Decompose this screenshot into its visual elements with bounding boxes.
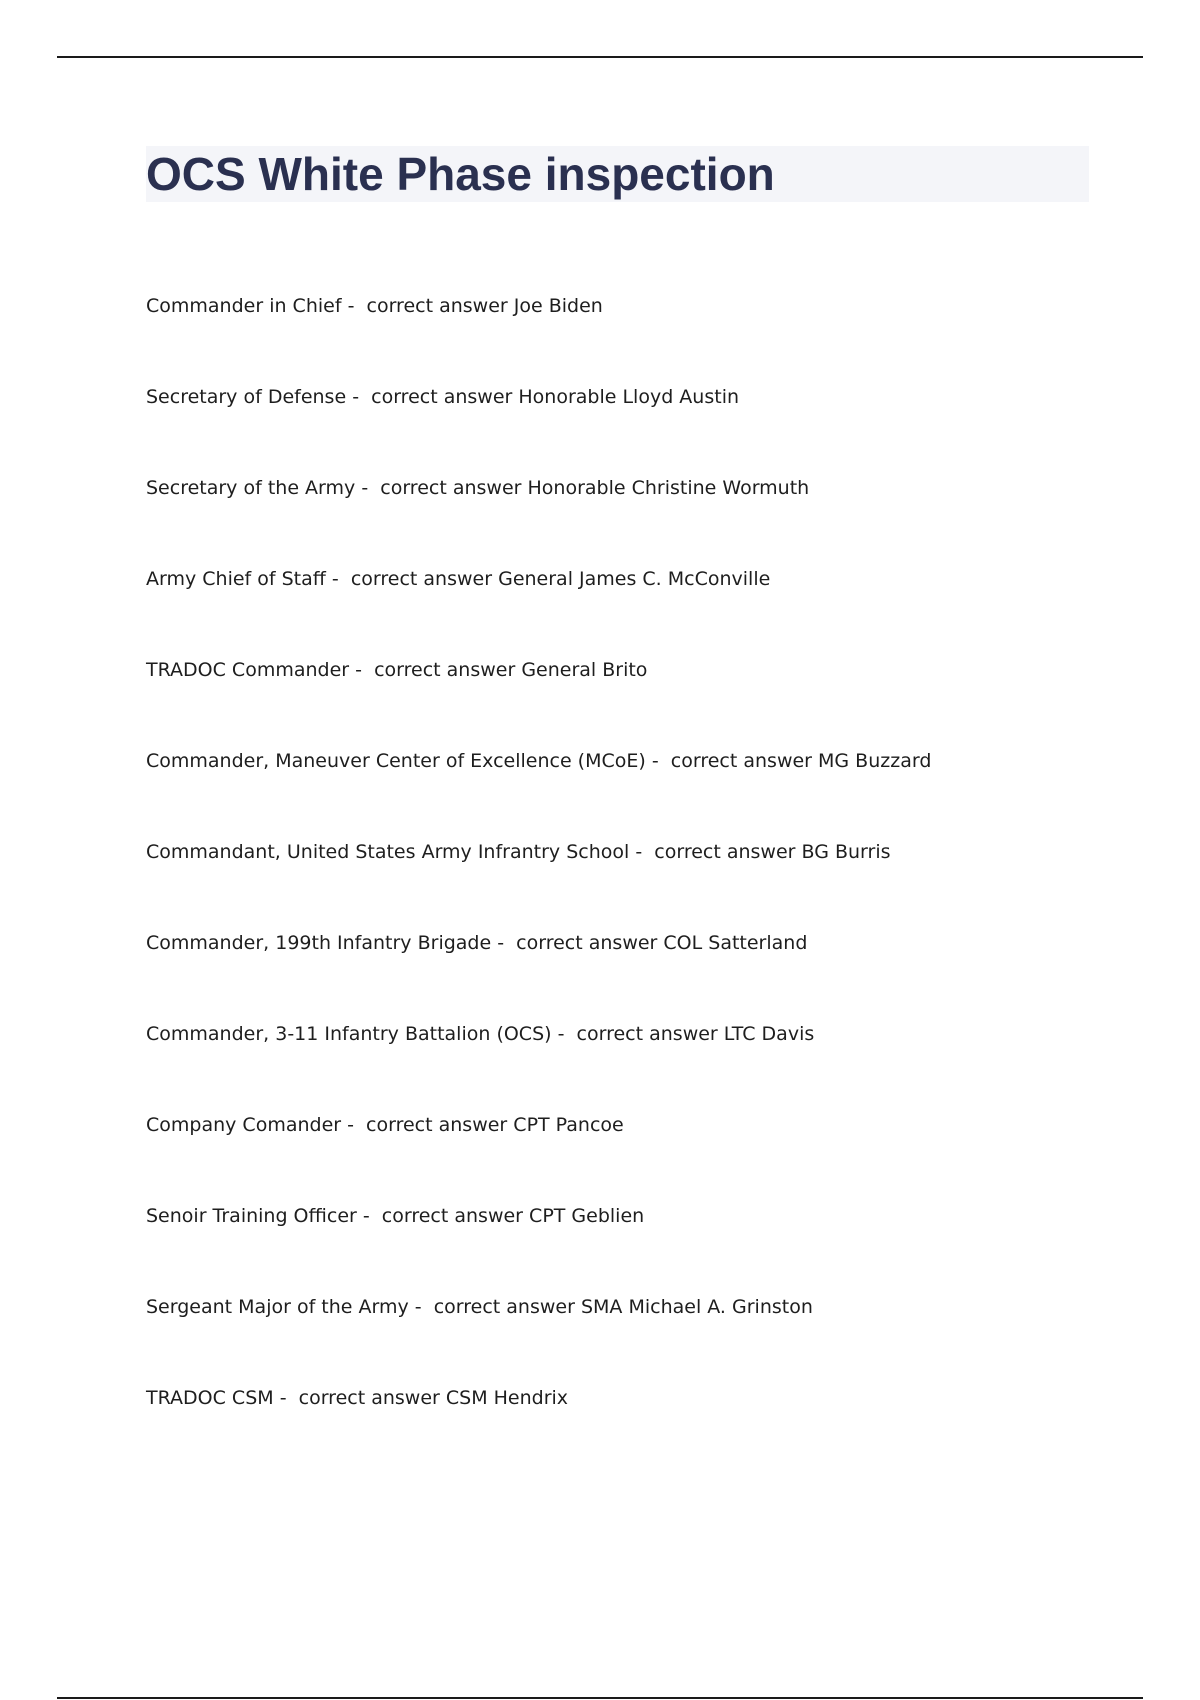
qa-separator: - correct answer [341,1114,514,1136]
qa-answer: SMA Michael A. Grinston [580,1296,813,1318]
qa-item [146,930,1106,1021]
page-title: OCS White Phase inspection [146,148,775,200]
qa-separator: - correct answer [341,295,514,317]
qa-answer: General Brito [521,659,648,681]
qa-separator: - correct answer [491,932,664,954]
qa-answer: BG Burris [801,841,891,863]
qa-answer: MG Buzzard [818,750,932,772]
qa-item [146,1203,1106,1294]
qa-item [146,1112,1106,1203]
qa-item [146,475,1106,566]
qa-separator: - correct answer [629,841,802,863]
qa-question: Commander, 3-11 Infantry Battalion (OCS) [146,1023,552,1045]
qa-item [146,657,1106,748]
qa-answer: LTC Davis [723,1023,815,1045]
qa-answer: General James C. McConville [498,568,771,590]
qa-question: Secretary of the Army [146,477,356,499]
qa-question: Commander, 199th Infantry Brigade [146,932,492,954]
qa-answer: Honorable Lloyd Austin [518,386,740,408]
qa-list [146,293,1106,1476]
qa-separator: - correct answer [355,477,528,499]
qa-question: Company Comander [146,1114,342,1136]
qa-answer: CPT Pancoe [513,1114,624,1136]
qa-question: Senoir Training Officer [146,1205,357,1227]
qa-answer: CSM Hendrix [445,1387,569,1409]
qa-separator: - correct answer [273,1387,446,1409]
qa-question: TRADOC CSM [146,1387,274,1409]
qa-item [146,293,1106,384]
qa-answer: Joe Biden [513,295,603,317]
top-divider [57,56,1143,58]
qa-separator: - correct answer [325,568,499,590]
qa-separator: - correct answer [349,659,522,681]
qa-question: TRADOC Commander [146,659,350,681]
qa-separator: - correct answer [645,750,819,772]
qa-item [146,839,1106,930]
qa-answer: COL Satterland [663,932,808,954]
qa-question: Army Chief of Staff [146,568,326,590]
qa-question: Sergeant Major of the Army [146,1296,409,1318]
qa-item [146,1021,1106,1112]
qa-item [146,1294,1106,1385]
qa-item [146,384,1106,475]
qa-item [146,748,1106,839]
qa-separator: - correct answer [346,386,519,408]
qa-separator: - correct answer [356,1205,530,1227]
qa-item [146,1385,1106,1476]
qa-question: Commander, Maneuver Center of Excellence (MCoE) [146,750,646,772]
qa-question: Commander in Chief [146,295,342,317]
qa-answer: CPT Geblien [529,1205,645,1227]
title-banner [146,146,1089,202]
qa-answer: Honorable Christine Wormuth [527,477,810,499]
qa-question: Secretary of Defense [146,386,347,408]
bottom-divider [57,1697,1143,1699]
qa-separator: - correct answer [551,1023,724,1045]
qa-question: Commandant, United States Army Infrantry School [146,841,630,863]
qa-separator: - correct answer [408,1296,581,1318]
qa-item [146,566,1106,657]
